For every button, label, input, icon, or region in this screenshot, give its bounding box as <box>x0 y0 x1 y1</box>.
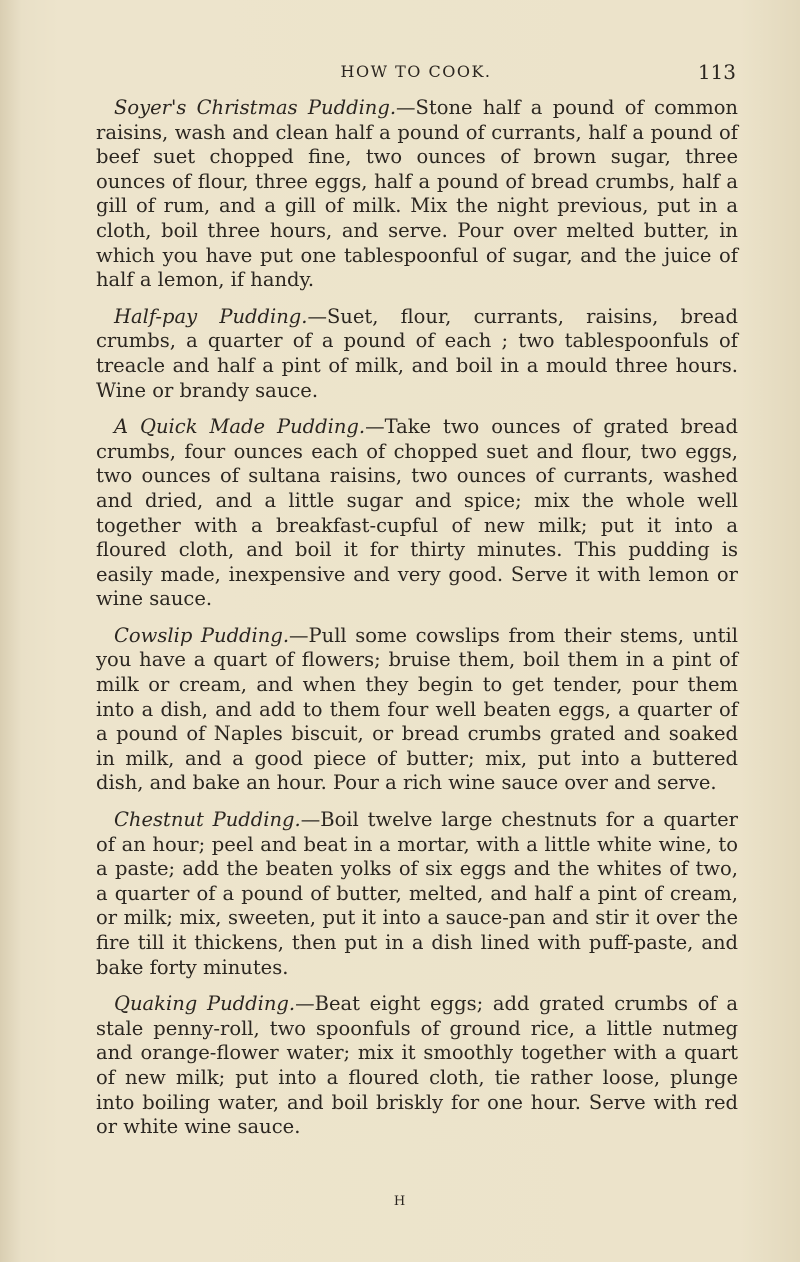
recipe-list <box>96 96 738 1152</box>
recipe-body: —Suet, flour, currants, raisins, bread crumbs, a quarter of a pound of each ; two tablespoonfuls of treacle and half a pint of milk, and boil in a mould three hours. Wine or brandy sauce. <box>96 304 738 402</box>
recipe-body: —Stone half a pound of common raisins, wash and clean half a pound of currants, half a pound of beef suet chopped fine, two ounces of brown sugar, three ounces of flour, three eggs, half a pound of bread crumbs, half a gill of rum, and a gill of milk. Mix the night previous, put in a cloth, boil three hours, and serve. Pour over melted butter, in which you have put one tablespoonful of sugar, and the juice of half a lemon, if handy. <box>96 96 738 292</box>
recipe-body: —Beat eight eggs; add grated crumbs of a stale penny-roll, two spoonfuls of ground rice, a little nutmeg and orange-flower water; mix it smoothly together with a quart of new milk; put into a floured cloth, tie rather loose, plunge into boiling water, and boil briskly for one hour. Serve with red or white wine sauce. <box>96 992 739 1139</box>
recipe-quick-made-pudding <box>96 415 738 612</box>
signature-mark: H <box>393 1194 407 1209</box>
recipe-title: Chestnut Pudding. <box>114 808 301 832</box>
recipe-title: Soyer's Christmas Pudding. <box>114 96 397 119</box>
recipe-chestnut-pudding <box>96 808 738 980</box>
recipe-body: —Boil twelve large chestnuts for a quarter of an hour; peel and beat in a mortar, with a little white wine, to a paste; add the beaten yolks of six eggs and the whites of two, a quarter of a pound of butter, melted, and half a pint of cream, or milk; mix, sweeten, put it into a sauce-pan and stir it over the fire till it thickens, then put in a dish lined with puff-paste, and bake forty minutes. <box>96 808 738 979</box>
recipe-title: A Quick Made Pudding. <box>114 415 366 439</box>
recipe-quaking-pudding <box>96 992 738 1140</box>
recipe-body: —Pull some cowslips from their stems, until you have a quart of flowers; bruise them, boil them in a pint of milk or cream, and when they begin to get tender, pour them into a dish, and add to them four well beaten eggs, a quarter of a pound of Naples biscuit, or bread crumbs grated and soaked in milk, and a good piece of butter; mix, put into a buttered dish, and bake an hour. Pour a rich wine sauce over and serve. <box>96 623 738 795</box>
page-number: 113 <box>697 60 736 84</box>
recipe-half-pay-pudding <box>96 305 738 403</box>
page-header <box>96 58 736 86</box>
recipe-title: Half-pay Pudding. <box>114 304 308 328</box>
recipe-soyers-christmas-pudding <box>96 96 738 293</box>
recipe-body: —Take two ounces of grated bread crumbs, four ounces each of chopped suet and flour, two eggs, two ounces of sultana raisins, two ounces of currants, washed and dried, and a little sugar and spice; mix the whole well together with a breakfast-cupful of new milk; put it into a floured cloth, and boil it for thirty minutes. This pudding is easily made, inexpensive and very good. Serve it with lemon or wine sauce. <box>96 415 738 611</box>
recipe-cowslip-pudding <box>96 624 738 796</box>
recipe-title: Cowslip Pudding. <box>114 623 290 647</box>
recipe-title: Quaking Pudding. <box>114 992 296 1016</box>
running-title: HOW TO COOK. <box>340 62 492 81</box>
